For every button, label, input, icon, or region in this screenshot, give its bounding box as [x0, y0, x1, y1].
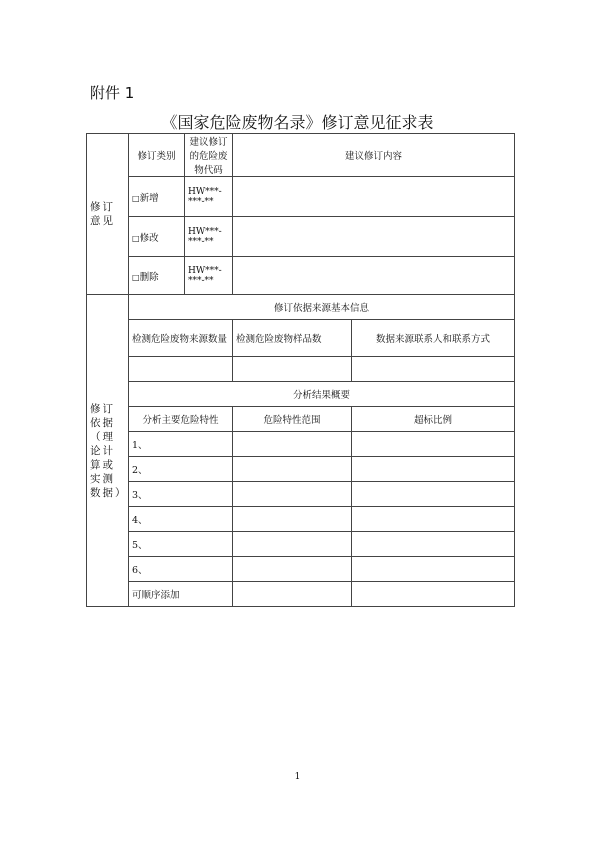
- page-number: 1: [294, 772, 301, 782]
- checkbox-delete[interactable]: □: [132, 272, 140, 282]
- analysis-row-number[interactable]: 6、: [129, 557, 233, 582]
- content-cell-modify[interactable]: [233, 217, 515, 257]
- basic-col-source-count: 检测危险废物来源数量: [129, 320, 233, 357]
- basic-info-title-row: [87, 295, 515, 320]
- checkbox-modify[interactable]: □: [132, 233, 140, 243]
- content-cell-delete[interactable]: [233, 257, 515, 295]
- basic-col-sample-count: 检测危险废物样品数: [233, 320, 352, 357]
- range-input[interactable]: [233, 532, 352, 557]
- basic-info-header-row: [87, 320, 515, 357]
- analysis-row: [87, 432, 515, 457]
- range-input[interactable]: [233, 507, 352, 532]
- type-label-add: 新增: [139, 192, 159, 204]
- ratio-input[interactable]: [352, 557, 515, 582]
- ratio-input[interactable]: [352, 482, 515, 507]
- col-header-type: 修订类别: [129, 134, 185, 177]
- analysis-col-ratio: 超标比例: [352, 407, 515, 432]
- range-input[interactable]: [233, 457, 352, 482]
- code-cell-delete[interactable]: HW***-***-**: [185, 257, 233, 295]
- type-cell-delete: [129, 257, 185, 295]
- type-label-modify: 修改: [139, 232, 159, 244]
- analysis-col-range: 危险特性范围: [233, 407, 352, 432]
- col-header-content: 建议修订内容: [233, 134, 515, 177]
- ratio-input[interactable]: [352, 507, 515, 532]
- contact-input[interactable]: [352, 357, 515, 382]
- basic-info-value-row: [87, 357, 515, 382]
- analysis-row: [87, 532, 515, 557]
- section2-label: 修订依据（理论计算或实测数据）: [87, 295, 129, 607]
- analysis-row-number[interactable]: 3、: [129, 482, 233, 507]
- col-header-code: 建议修订的危险废物代码: [185, 134, 233, 177]
- analysis-row-number[interactable]: 4、: [129, 507, 233, 532]
- ratio-input[interactable]: [352, 457, 515, 482]
- content-cell-add[interactable]: [233, 177, 515, 217]
- analysis-footer-row: [87, 582, 515, 607]
- append-note: 可顺序添加: [129, 582, 233, 607]
- analysis-header-row: [87, 407, 515, 432]
- analysis-row-number[interactable]: 2、: [129, 457, 233, 482]
- attachment-label: 附件 1: [90, 84, 135, 102]
- section1-row-delete: [87, 257, 515, 295]
- analysis-row: [87, 482, 515, 507]
- source-count-input[interactable]: [129, 357, 233, 382]
- section1-row-add: [87, 177, 515, 217]
- ratio-input[interactable]: [352, 582, 515, 607]
- opinion-form-table: [86, 133, 515, 607]
- analysis-row: [87, 507, 515, 532]
- code-cell-add[interactable]: HW***-***-**: [185, 177, 233, 217]
- code-cell-modify[interactable]: HW***-***-**: [185, 217, 233, 257]
- basic-col-contact: 数据来源联系人和联系方式: [352, 320, 515, 357]
- checkbox-add[interactable]: □: [132, 193, 140, 203]
- ratio-input[interactable]: [352, 432, 515, 457]
- basic-info-title: 修订依据来源基本信息: [129, 295, 515, 320]
- analysis-col-property: 分析主要危险特性: [129, 407, 233, 432]
- type-label-delete: 删除: [139, 271, 159, 283]
- analysis-row-number[interactable]: 1、: [129, 432, 233, 457]
- range-input[interactable]: [233, 557, 352, 582]
- section1-label: 修订意见: [87, 134, 129, 295]
- sample-count-input[interactable]: [233, 357, 352, 382]
- analysis-title-row: [87, 382, 515, 407]
- ratio-input[interactable]: [352, 532, 515, 557]
- section1-header-row: [87, 134, 515, 177]
- range-input[interactable]: [233, 432, 352, 457]
- type-cell-add: [129, 177, 185, 217]
- range-input[interactable]: [233, 582, 352, 607]
- section1-row-modify: [87, 217, 515, 257]
- range-input[interactable]: [233, 482, 352, 507]
- type-cell-modify: [129, 217, 185, 257]
- analysis-title: 分析结果概要: [129, 382, 515, 407]
- form-title: 《国家危险废物名录》修订意见征求表: [161, 113, 434, 132]
- analysis-row: [87, 457, 515, 482]
- analysis-row-number[interactable]: 5、: [129, 532, 233, 557]
- analysis-row: [87, 557, 515, 582]
